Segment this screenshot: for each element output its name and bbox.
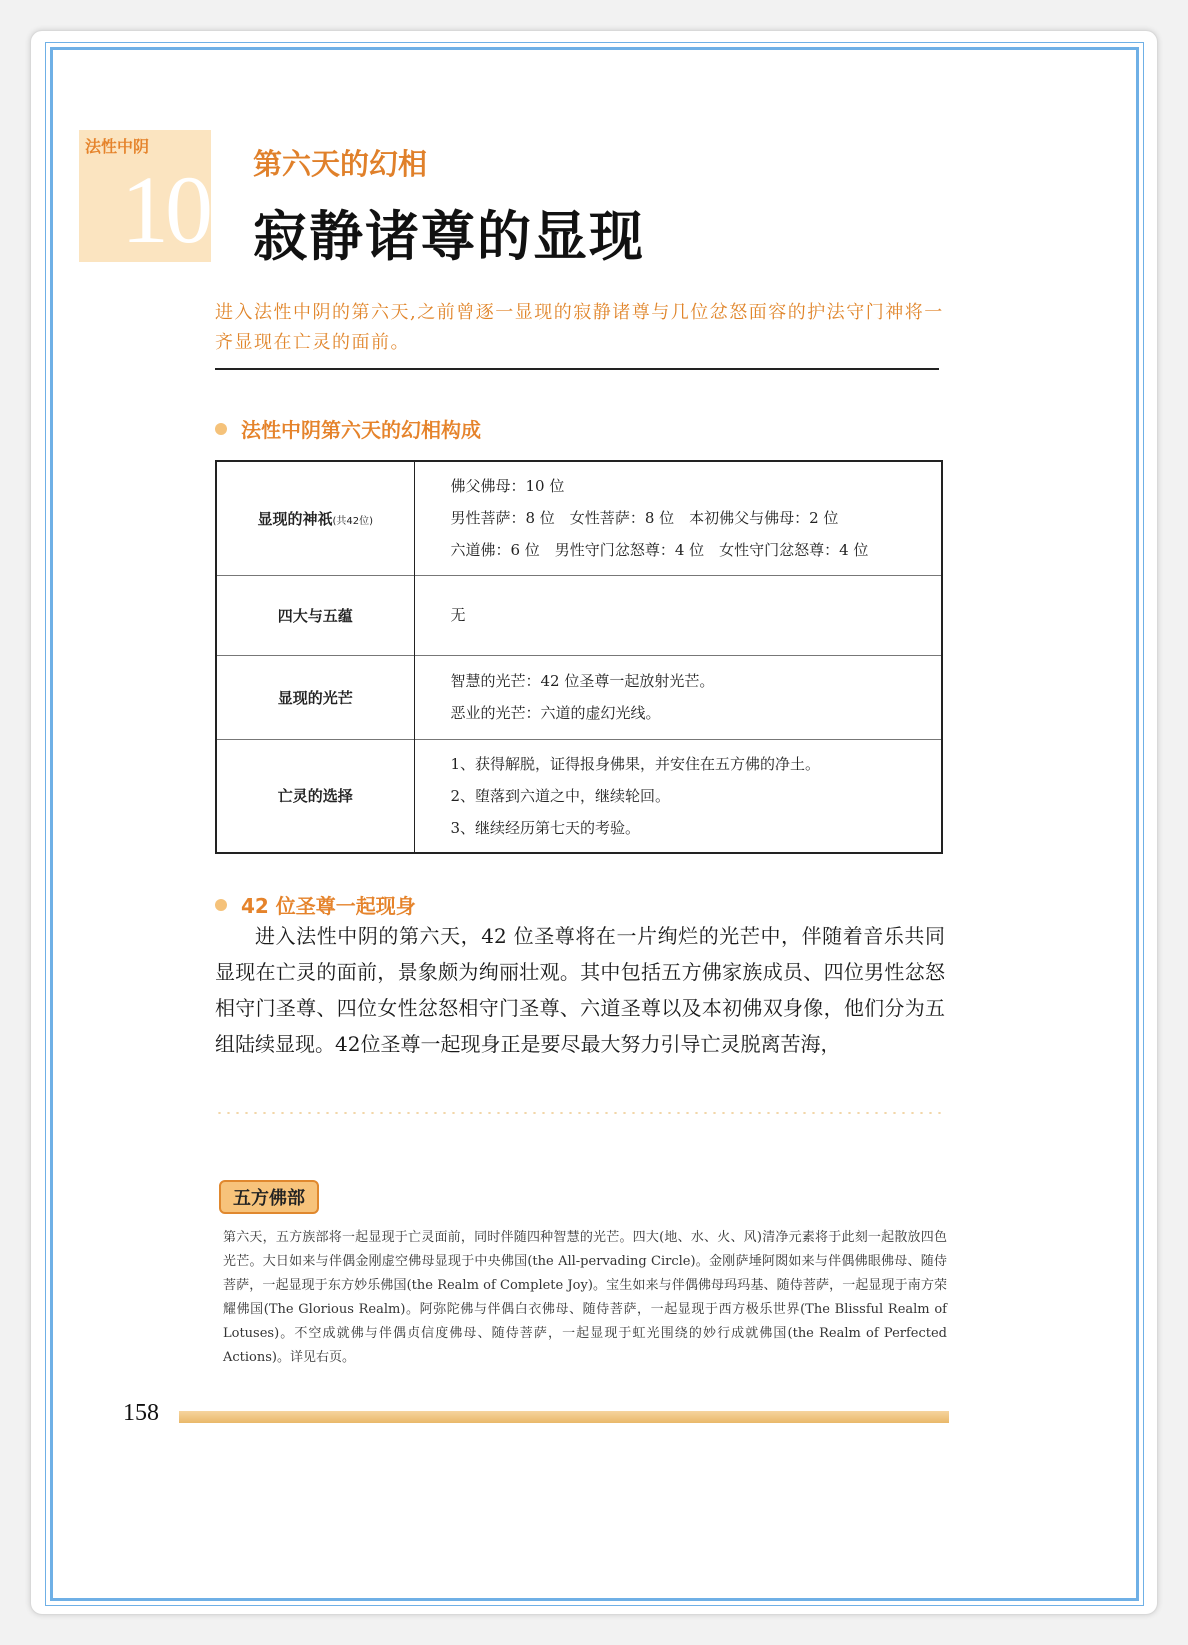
content-line: 六道佛：6 位 男性守门忿怒尊：4 位 女性守门忿怒尊：4 位 [450,541,869,560]
bullet-icon [215,423,227,435]
row-label: 亡灵的选择 [216,739,414,853]
content-line: 智慧的光芒：42 位圣尊一起放射光芒。 [450,672,715,690]
body-paragraph: 进入法性中阴的第六天，42 位圣尊将在一片绚烂的光芒中，伴随着音乐共同显现在亡灵的面前，景象颇为绚丽壮观。其中包括五方佛家族成员、四位男性忿怒相守门圣尊、四位女性忿怒相守门圣尊、六道圣尊以及本初佛双身像，他们分为五组陆续显现。42位圣尊一起现身正是要尽最大努力引导亡灵脱离苦海， [215,924,945,1056]
section-heading-composition [215,414,481,443]
content-line: 1、获得解脱，证得报身佛果，并安住在五方佛的净土。 [450,754,821,773]
row-label-text: 显现的神祇 [257,509,333,528]
content-line: 无 [450,606,466,624]
page-number: 158 [123,1400,159,1426]
section-heading-text: 法性中阴第六天的幻相构成 [241,418,481,442]
chapter-tag: 法性中阴 [85,137,150,156]
row-content [414,739,942,853]
content-line: 男性菩萨：8 位 女性菩萨：8 位 本初佛父与佛母：2 位 [450,509,839,528]
row-label-note: (共42位) [332,515,374,527]
content-line: 3、继续经历第七天的考验。 [450,818,641,837]
intro-paragraph: 进入法性中阴的第六天,之前曾逐一显现的寂静诸尊与几位忿怒面容的护法守门神将一齐显现在亡灵的面前。 [215,302,944,353]
content-line: 恶业的光芒：六道的虚幻光线。 [450,704,661,722]
chapter-subtitle: 第六天的幻相 [253,147,428,181]
chapter-number: 10 [121,156,209,263]
row-label: 显现的光芒 [216,655,414,739]
table-row [216,739,942,853]
dotted-separator [215,1112,945,1114]
book-page [50,47,1139,1601]
bullet-icon [215,899,227,911]
five-buddha-caption: 第六天，五方族部将一起显现于亡灵面前，同时伴随四种智慧的光芒。四大(地、水、火、风)清净元素将于此刻一起散放四色光芒。大日如来与伴偶金刚虚空佛母显现于中央佛国(the All-pervading Circle)。金刚萨埵阿閦如来与伴偶佛眼佛母、随侍菩萨，一起显现于东方妙乐佛国(the Realm of Complete Joy)。宝生如来与伴偶佛母玛玛基、随侍菩萨，一起显现于南方荣耀佛国(The Glorious Realm)。阿弥陀佛与伴偶白衣佛母、随侍菩萨，一起显现于西方极乐世界(The Blissful Realm of Lotuses)。不空成就佛与伴偶贞信度佛母、随侍菩萨，一起显现于虹光围绕的妙行成就佛国(the Realm of Perfected Actions)。详见右页。 [223,1230,947,1365]
content-line: 佛父佛母：10 位 [450,477,565,496]
footer-bar [179,1411,949,1423]
content-line: 2、堕落到六道之中，继续轮回。 [450,786,671,805]
chapter-marker [79,130,211,262]
row-content [414,655,942,739]
phantom-composition-table [215,460,943,854]
row-content [414,461,942,575]
table-row [216,575,942,655]
chapter-title: 寂静诸尊的显现 [253,204,645,268]
table-row [216,461,942,575]
table-row [216,655,942,739]
row-label: 四大与五蕴 [216,575,414,655]
divider-rule [215,368,939,370]
row-label [216,461,414,575]
section-heading-42-deities [215,890,416,919]
five-buddha-badge: 五方佛部 [219,1180,319,1214]
section-heading-text: 42 位圣尊一起现身 [241,894,416,918]
row-content [414,575,942,655]
